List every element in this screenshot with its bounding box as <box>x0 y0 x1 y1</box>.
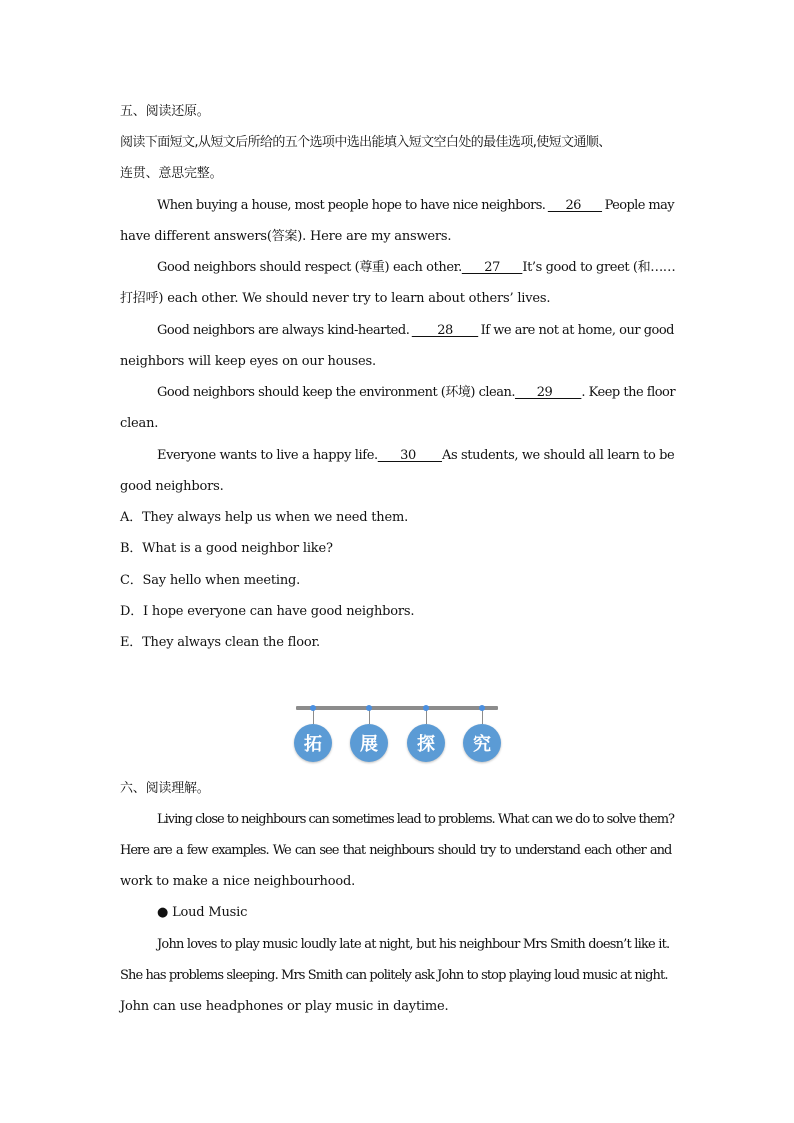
banner-char-tuo: 拓 <box>294 724 332 762</box>
banner-char-tan: 探 <box>407 724 445 762</box>
option-b: B．What is a good neighbor like? <box>120 541 333 556</box>
banner-char-jiu: 究 <box>463 724 501 762</box>
passage-paragraph-1-line1 <box>157 198 674 214</box>
section5-instruction-line1: 阅读下面短文,从短文后所给的五个选项中选出能填入短文空白处的最佳选项,使短文通顺、 <box>120 135 611 150</box>
passage-paragraph-3-line1 <box>157 323 674 339</box>
banner-stem <box>482 710 483 724</box>
reading-paragraph-1-line2: Here are a few examples. We can see that neighbours should try to understand each other and <box>120 843 672 858</box>
passage-text: It’s good to greet (和…… <box>522 260 676 275</box>
option-c: C．Say hello when meeting. <box>120 573 301 588</box>
section6-heading: 六、阅读理解。 <box>120 781 210 796</box>
passage-paragraph-4-line2: clean. <box>120 416 159 431</box>
passage-text: Good neighbors should respect (尊重) each other. <box>157 260 462 275</box>
blank-27: 27 <box>461 260 523 275</box>
extension-banner <box>293 702 503 762</box>
reading-paragraph-2-line1: John loves to play music loudly late at night, but his neighbour Mrs Smith doesn’t like it. <box>157 937 670 952</box>
banner-stem <box>313 710 314 724</box>
banner-dot <box>479 705 485 711</box>
bullet-heading-loud-music: ● Loud Music <box>157 905 248 920</box>
passage-paragraph-4-line1 <box>157 385 674 401</box>
blank-30: 30 <box>377 448 443 463</box>
option-e: E．They always clean the floor. <box>120 635 320 650</box>
passage-text: Good neighbors are always kind-hearted. <box>157 323 410 338</box>
passage-paragraph-1-line2: have different answers(答案). Here are my answers. <box>120 229 452 244</box>
section5-heading: 五、阅读还原。 <box>120 104 210 119</box>
passage-text: When buying a house, most people hope to have nice neighbors. <box>157 198 546 213</box>
reading-paragraph-2-line3: John can use headphones or play music in daytime. <box>120 999 449 1014</box>
reading-paragraph-2-line2: She has problems sleeping. Mrs Smith can politely ask John to stop playing loud music at night. <box>120 968 668 983</box>
passage-text: People may <box>604 198 674 213</box>
option-a: A．They always help us when we need them. <box>120 510 409 525</box>
banner-stem <box>369 710 370 724</box>
passage-text: As students, we should all learn to be <box>442 448 675 463</box>
banner-dot <box>310 705 316 711</box>
passage-text: . Keep the floor <box>581 385 676 400</box>
banner-stem <box>426 710 427 724</box>
passage-text: Good neighbors should keep the environment (环境) clean. <box>157 385 515 400</box>
banner-dot <box>423 705 429 711</box>
blank-29-group <box>515 385 675 401</box>
banner-bar <box>296 706 498 710</box>
passage-paragraph-2-line1 <box>157 260 674 276</box>
passage-paragraph-5-line1 <box>157 448 674 464</box>
section5-instruction-line2: 连贯、意思完整。 <box>120 166 223 181</box>
passage-text: If we are not at home, our good <box>480 323 674 338</box>
passage-paragraph-5-line2: good neighbors. <box>120 479 224 494</box>
banner-dot <box>366 705 372 711</box>
banner-char-zhan: 展 <box>350 724 388 762</box>
passage-paragraph-3-line2: neighbors will keep eyes on our houses. <box>120 354 376 369</box>
blank-29: 29 <box>514 385 582 400</box>
blank-26: 26 <box>547 198 603 213</box>
passage-text: Everyone wants to live a happy life. <box>157 448 378 463</box>
blank-28: 28 <box>411 323 479 338</box>
option-d: D．I hope everyone can have good neighbors. <box>120 604 415 619</box>
reading-paragraph-1-line1: Living close to neighbours can sometimes lead to problems. What can we do to solve them? <box>157 812 675 827</box>
passage-paragraph-2-line2: 打招呼) each other. We should never try to learn about others’ lives. <box>120 291 551 306</box>
reading-paragraph-1-line3: work to make a nice neighbourhood. <box>120 874 355 889</box>
